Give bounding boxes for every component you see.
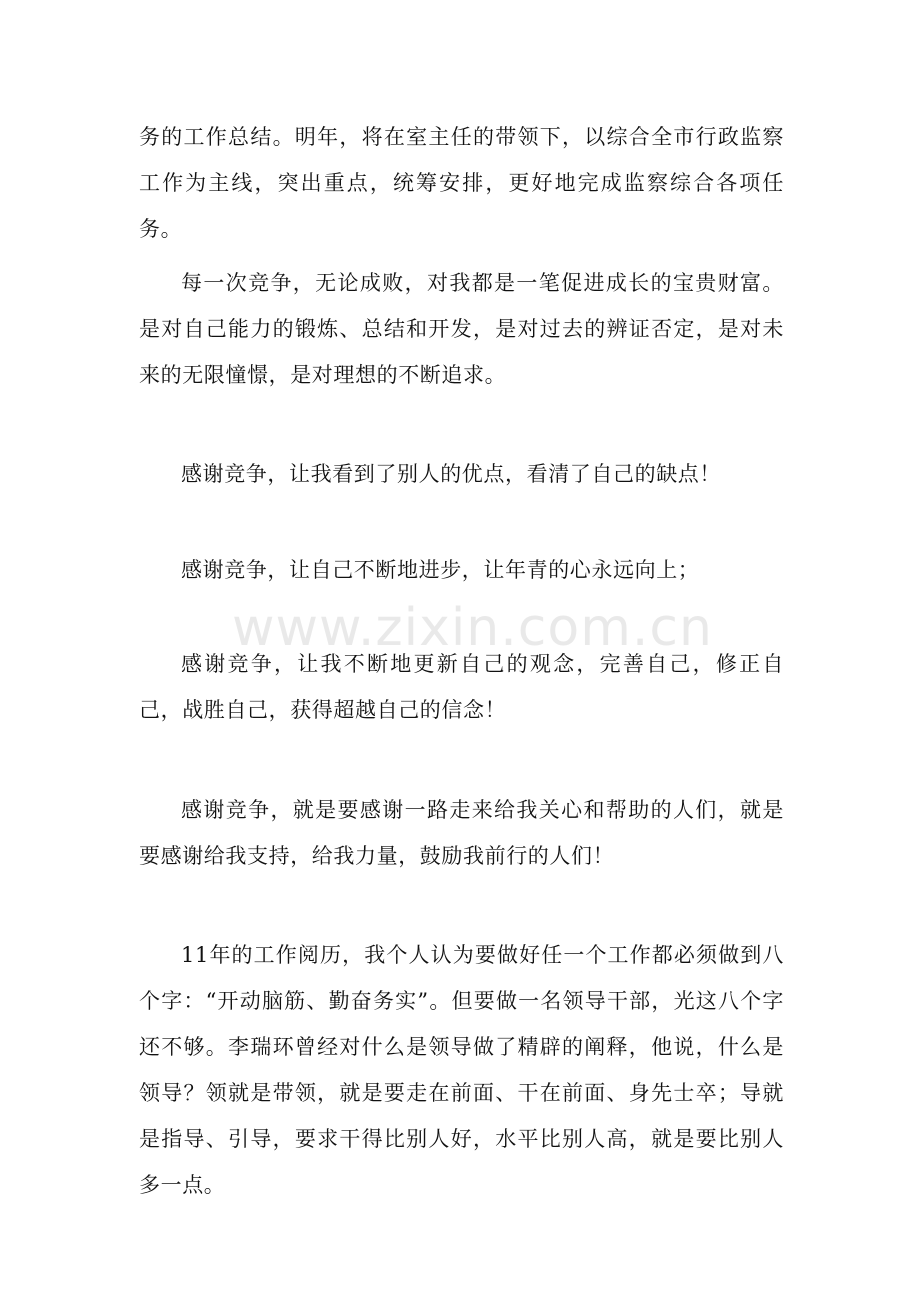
paragraph-leadership: 11年的工作阅历，我个人认为要做好任一个工作都必须做到八个字：“开动脑筋、勤奋务实”。但要做一名领导干部，光这八个字还不够。李瑞环曾经对什么是领导做了精辟的阐释，他说，什么是领导？领就是带领，就是要走在前面、干在前面、身先士卒；导就是指导、引导，要求干得比别人好，水平比别人高，就是要比别人多一点。 xyxy=(139,943,784,1197)
paragraph-work-summary: 务的工作总结。明年，将在室主任的带领下，以综合全市行政监察工作为主线，突出重点，统筹安排，更好地完成监察综合各项任务。 xyxy=(139,125,784,241)
watermark: www.zixin.com.cn xyxy=(232,598,713,658)
paragraph-thanks-strengths: 感谢竞争，让我看到了别人的优点，看清了自己的缺点！ xyxy=(181,462,721,486)
paragraph-thanks-renewal: 感谢竞争，让我不断地更新自己的观念，完善自己，修正自己，战胜自己，获得超越自己的信念！ xyxy=(139,652,784,722)
paragraph-thanks-people: 感谢竞争，就是要感谢一路走来给我关心和帮助的人们，就是要感谢给我支持，给我力量，鼓励我前行的人们！ xyxy=(139,798,784,868)
paragraph-thanks-progress: 感谢竞争，让自己不断地进步，让年青的心永远向上； xyxy=(181,558,700,582)
paragraph-competition-wealth: 每一次竞争，无论成败，对我都是一笔促进成长的宝贵财富。是对自己能力的锻炼、总结和开发，是对过去的辨证否定，是对未来的无限憧憬，是对理想的不断追求。 xyxy=(139,271,784,387)
